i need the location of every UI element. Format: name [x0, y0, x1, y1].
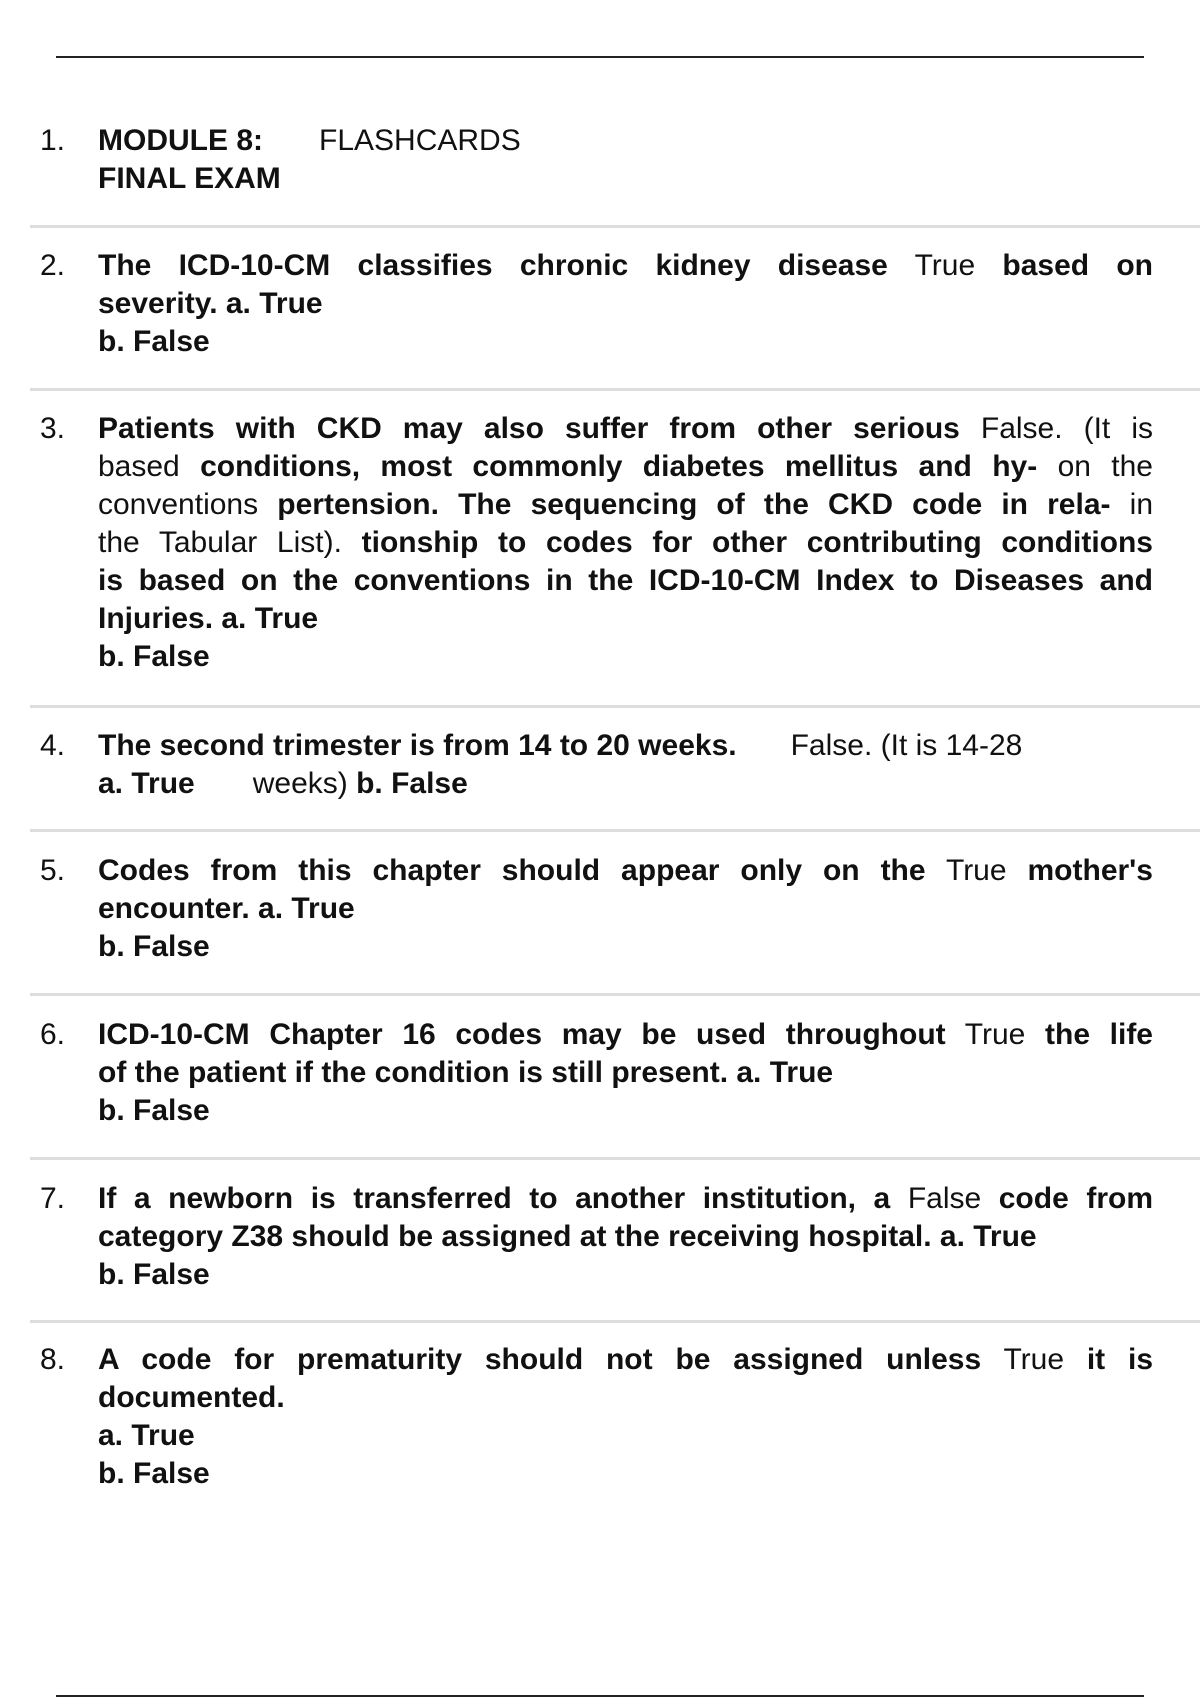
- card-question: [98, 1180, 1153, 1294]
- card-divider: [30, 225, 1200, 228]
- question-text: tionship to codes for other contributing conditions: [361, 526, 1153, 559]
- question-text: conditions, most commonly diabetes mellitus and hy-: [200, 450, 1038, 483]
- option-a: category Z38 should be assigned at the receiving hospital. a. True: [98, 1220, 1037, 1253]
- card-question: [98, 247, 1153, 361]
- card-number: 8.: [40, 1343, 66, 1376]
- card-question: [98, 852, 1153, 966]
- card-divider: [30, 1320, 1200, 1323]
- module-title: MODULE 8:: [98, 124, 263, 157]
- bottom-rule: [56, 1695, 1144, 1697]
- flashcard-8: [30, 1341, 1200, 1501]
- answer-text: True: [914, 249, 976, 282]
- card-number: 7.: [40, 1182, 66, 1215]
- card-divider: [30, 829, 1200, 832]
- answer-text: based: [98, 450, 180, 483]
- card-divider: [30, 1157, 1200, 1160]
- question-text: Codes from this chapter should appear only on the: [98, 854, 926, 887]
- answer-text: False. (It is: [980, 412, 1153, 445]
- top-rule: [56, 56, 1144, 58]
- question-text: A code for prematurity should not be assigned unless: [98, 1343, 982, 1376]
- answer-text: conventions: [98, 488, 259, 521]
- answer-text: True: [945, 854, 1007, 887]
- flashcard-2: [30, 247, 1200, 367]
- card-divider: [30, 705, 1200, 708]
- answer-text: True: [1003, 1343, 1065, 1376]
- card-number: 2.: [40, 249, 66, 282]
- flashcards-label: FLASHCARDS: [319, 124, 521, 157]
- card-number: 5.: [40, 854, 66, 887]
- option-a: Injuries. a. True: [98, 602, 319, 635]
- question-text: is based on the conventions in the ICD-10-CM Index to Diseases and: [98, 564, 1153, 597]
- answer-text: in: [1129, 488, 1154, 521]
- card-number: 1.: [40, 124, 66, 157]
- flashcard-5: [30, 852, 1200, 972]
- card-question: [98, 410, 1153, 676]
- option-b: b. False: [98, 640, 210, 673]
- option-b: b. False: [98, 1258, 210, 1291]
- flashcard-4: [30, 727, 1200, 807]
- option-a: a. True: [98, 767, 195, 800]
- flashcard-7: [30, 1180, 1200, 1300]
- question-text: The ICD-10-CM classifies chronic kidney disease: [98, 249, 888, 282]
- question-text: pertension. The sequencing of the CKD code in rela-: [277, 488, 1111, 521]
- flashcard-3: [30, 410, 1200, 680]
- option-b: b. False: [356, 767, 468, 800]
- answer-text: on the: [1057, 450, 1153, 483]
- option-b: b. False: [98, 325, 210, 358]
- question-text: code from: [998, 1182, 1153, 1215]
- option-a: severity. a. True: [98, 287, 323, 320]
- answer-text: False: [907, 1182, 982, 1215]
- option-a: of the patient if the condition is still present. a. True: [98, 1056, 834, 1089]
- card-number: 6.: [40, 1018, 66, 1051]
- card-question: [98, 1341, 1153, 1493]
- answer-text: False. (It is 14-28: [790, 729, 1023, 762]
- card-number: 3.: [40, 412, 66, 445]
- card-heading: [98, 122, 1153, 198]
- question-text: ICD-10-CM Chapter 16 codes may be used throughout: [98, 1018, 946, 1051]
- question-text: it is: [1086, 1343, 1154, 1376]
- option-b: b. False: [98, 1457, 210, 1490]
- card-divider: [30, 993, 1200, 996]
- question-text: The second trimester is from 14 to 20 weeks.: [98, 729, 737, 762]
- option-a: encounter. a. True: [98, 892, 355, 925]
- exam-title: FINAL EXAM: [98, 162, 281, 195]
- answer-text: the Tabular List).: [98, 526, 342, 559]
- question-text: the life: [1045, 1018, 1153, 1051]
- answer-text: weeks): [252, 767, 348, 800]
- flashcard-1: [30, 122, 1200, 202]
- card-divider: [30, 388, 1200, 391]
- question-text: If a newborn is transferred to another institution, a: [98, 1182, 891, 1215]
- answer-text: True: [964, 1018, 1026, 1051]
- card-number: 4.: [40, 729, 66, 762]
- card-question: [98, 727, 1153, 803]
- flashcard-6: [30, 1016, 1200, 1136]
- option-a: a. True: [98, 1419, 195, 1452]
- question-text: Patients with CKD may also suffer from other serious: [98, 412, 960, 445]
- question-text: mother's: [1027, 854, 1153, 887]
- question-text: documented.: [98, 1381, 285, 1414]
- option-b: b. False: [98, 1094, 210, 1127]
- option-b: b. False: [98, 930, 210, 963]
- question-text: based on: [1002, 249, 1153, 282]
- card-question: [98, 1016, 1153, 1130]
